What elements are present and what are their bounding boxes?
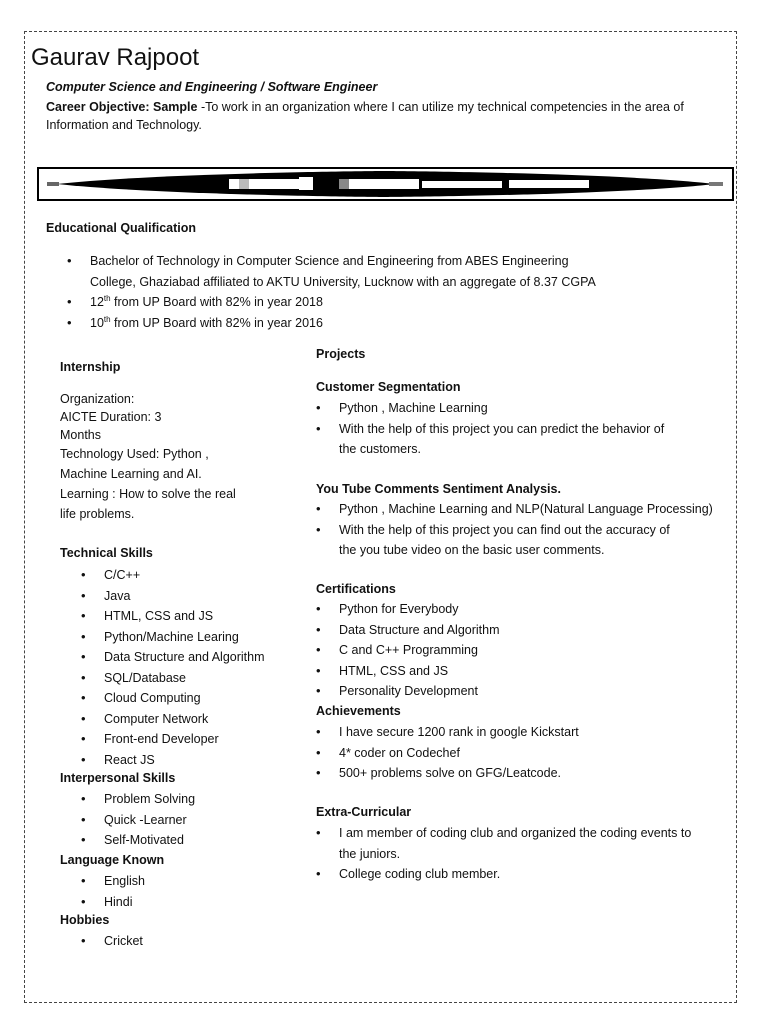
project-title: Customer Segmentation	[316, 380, 461, 394]
list-item: • Python , Machine Learning	[339, 398, 699, 419]
language-heading: Language Known	[60, 853, 165, 867]
language-list	[104, 871, 304, 912]
list-item: • Python , Machine Learning and NLP(Natural Language Processing)	[339, 499, 729, 520]
project-title: You Tube Comments Sentiment Analysis.	[316, 482, 561, 496]
list-item: • Front-end Developer	[104, 729, 304, 750]
certifications-list	[339, 599, 699, 702]
list-item: • SQL/Database	[104, 668, 304, 689]
extra-curricular-heading: Extra-Curricular	[316, 805, 412, 819]
list-item: • HTML, CSS and JS	[104, 606, 304, 627]
list-item: • Bachelor of Technology in Computer Science and Engineering from ABES Engineering College, Ghaziabad affiliated to AKTU University, Lucknow with an aggregate of 8.37 CGPA	[90, 251, 710, 292]
certifications-heading: Certifications	[316, 582, 396, 596]
technical-skills-list	[104, 565, 304, 770]
objective-text: -To work in an organization where I can utilize my technical competencies in the area of Information and Technology.	[46, 100, 684, 132]
resume-subtitle: Computer Science and Engineering / Software Engineer	[46, 80, 378, 94]
list-item: • English	[104, 871, 304, 892]
list-item: • I am member of coding club and organized the coding events to the juniors.	[339, 823, 709, 864]
hobbies-list	[104, 931, 304, 952]
list-item: • C/C++	[104, 565, 304, 586]
list-item: • HTML, CSS and JS	[339, 661, 699, 682]
list-item: • Problem Solving	[104, 789, 304, 810]
list-item: • Data Structure and Algorithm	[104, 647, 304, 668]
internship-line: AICTE Duration: 3	[60, 410, 162, 424]
objective-label: Career Objective: Sample	[46, 100, 198, 114]
list-item: • Python/Machine Learing	[104, 627, 304, 648]
project-details-list	[339, 398, 699, 460]
list-item: • C and C++ Programming	[339, 640, 699, 661]
list-item: • Data Structure and Algorithm	[339, 620, 699, 641]
list-item: • 500+ problems solve on GFG/Leatcode.	[339, 763, 719, 784]
internship-line: Technology Used: Python ,	[60, 447, 209, 461]
internship-line: Machine Learning and AI.	[60, 467, 202, 481]
list-item: • Computer Network	[104, 709, 304, 730]
interpersonal-skills-heading: Interpersonal Skills	[60, 771, 176, 785]
interpersonal-skills-list	[104, 789, 304, 851]
achievements-heading: Achievements	[316, 704, 401, 718]
technical-skills-heading: Technical Skills	[60, 546, 153, 560]
internship-heading: Internship	[60, 360, 121, 374]
decorative-banner	[37, 167, 734, 201]
career-objective	[46, 98, 726, 134]
list-item: • With the help of this project you can find out the accuracy of the you tube video on the basic user comments.	[339, 520, 689, 561]
list-item: • 10th from UP Board with 82% in year 2016	[90, 313, 710, 334]
list-item: • With the help of this project you can predict the behavior of the customers.	[339, 419, 684, 460]
list-item: • Self-Motivated	[104, 830, 304, 851]
projects-heading: Projects	[316, 347, 366, 361]
list-item: • Hindi	[104, 892, 304, 913]
list-item: • I have secure 1200 rank in google Kickstart	[339, 722, 719, 743]
extra-curricular-list	[339, 823, 709, 885]
education-heading: Educational Qualification	[46, 221, 197, 235]
list-item: • Cricket	[104, 931, 304, 952]
list-item: • Quick -Learner	[104, 810, 304, 831]
list-item: • Cloud Computing	[104, 688, 304, 709]
internship-line: Months	[60, 428, 101, 442]
list-item: • Personality Development	[339, 681, 699, 702]
education-list	[90, 251, 710, 333]
list-item: • 12th from UP Board with 82% in year 2018	[90, 292, 710, 313]
internship-details	[60, 390, 260, 524]
list-item: • Java	[104, 586, 304, 607]
list-item: • React JS	[104, 750, 304, 771]
list-item: • Python for Everybody	[339, 599, 699, 620]
achievements-list	[339, 722, 719, 784]
resume-name: Gaurav Rajpoot	[31, 44, 200, 71]
project-details-list	[339, 499, 729, 561]
list-item: • College coding club member.	[339, 864, 709, 885]
banner-graphic	[39, 169, 732, 199]
hobbies-heading: Hobbies	[60, 913, 110, 927]
list-item: • 4* coder on Codechef	[339, 743, 719, 764]
internship-line: Organization:	[60, 392, 135, 406]
internship-line: life problems.	[60, 507, 135, 521]
internship-line: Learning : How to solve the real	[60, 487, 236, 501]
